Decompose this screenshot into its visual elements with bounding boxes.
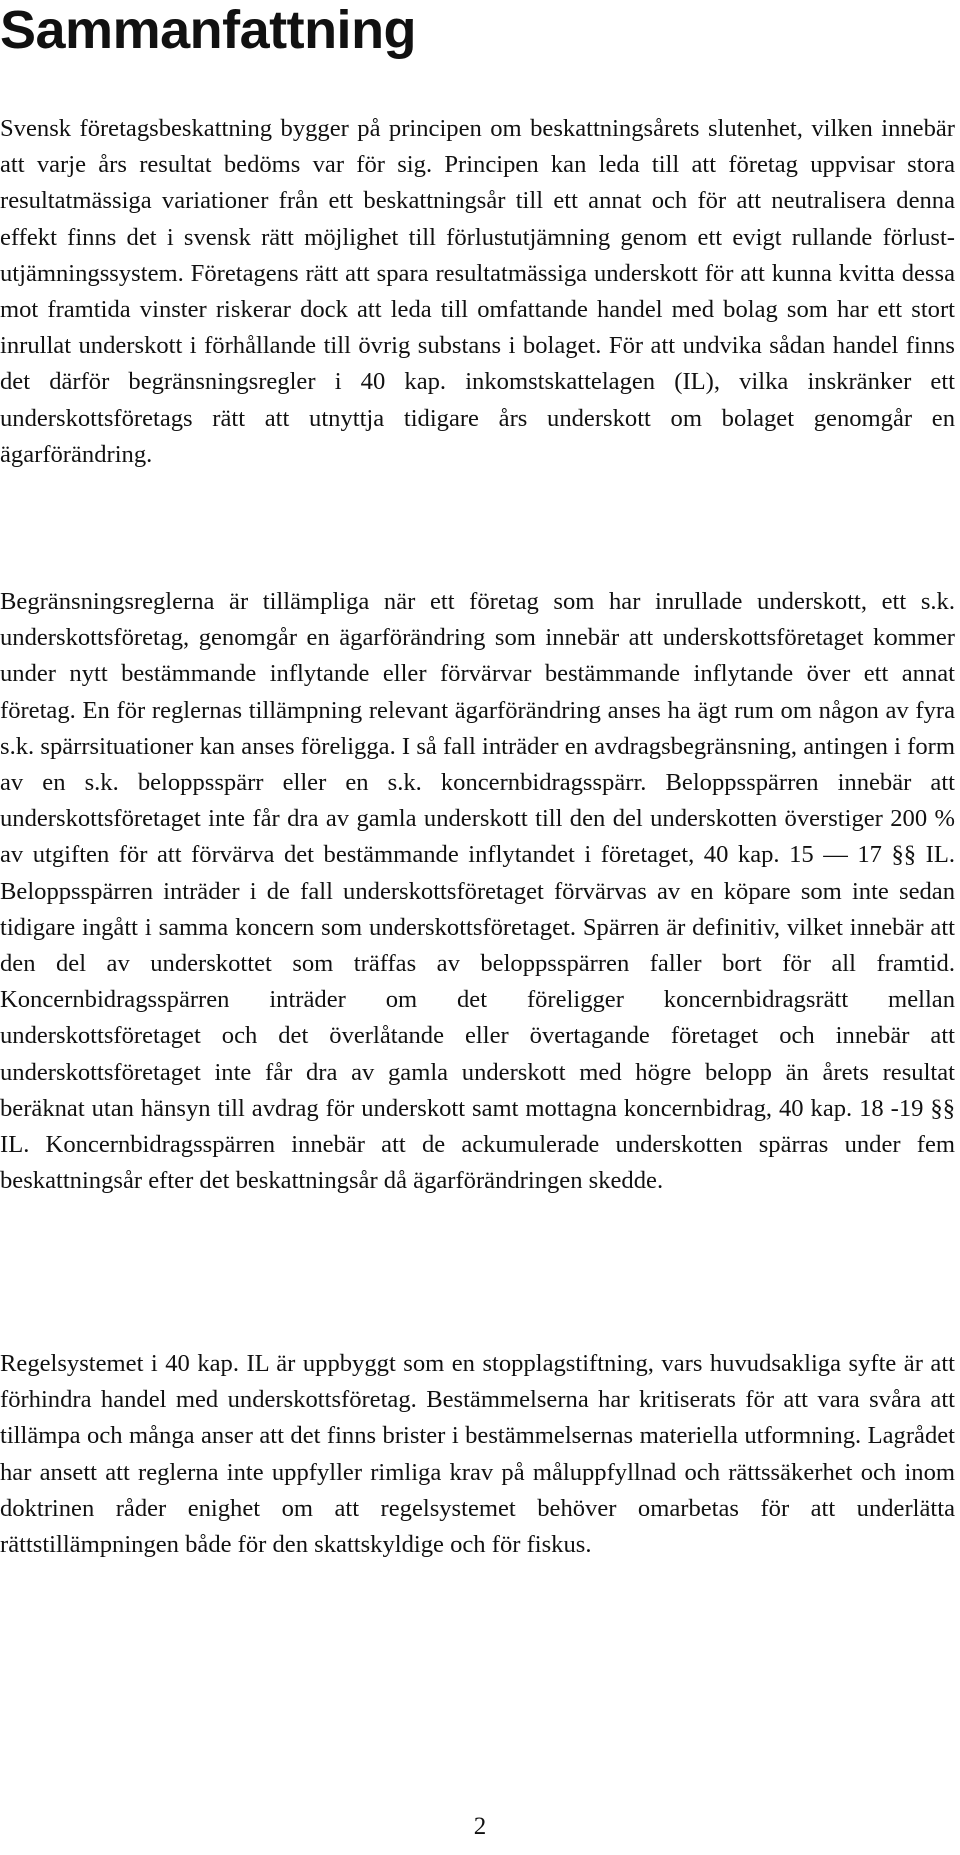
paragraph-regulatory-system: Regelsystemet i 40 kap. IL är uppbyggt som en stopplagstiftning, vars huvudsakliga syfte är att förhindra handel med underskottsföretag. Bestämmelserna har kritiserats för att vara svåra att tillämpa och många anser att det finns brister i bestämmelsernas materiella utformning. Lagrådet har ansett att reglerna inte uppfyller rimliga krav på måluppfyllnad och rättssäkerhet och inom doktrinen råder enighet om att regelsystemet behöver omarbetas för att underlätta rättstillämpningen både för den skattskyldige och för fiskus. bbox=[0, 1350, 955, 1559]
page-title: Sammanfattning bbox=[0, 0, 417, 60]
page-number: 2 bbox=[473, 1813, 487, 1840]
paragraph-intro: Svensk företagsbeskattning bygger på principen om beskattningsårets slutenhet, vilken innebär att varje års resultat bedöms var för sig. Principen kan leda till att företag uppvisar stora resultatmässiga variationer från ett beskattningsår till ett annat och för att neutralisera denna effekt finns det i svensk rätt möjlighet till förlustutjämning genom ett evigt rullande förlustutjämningssystem. Företagens rätt att spara resultatmässiga underskott för att kunna kvitta dessa mot framtida vinster riskerar dock att leda till omfattande handel med bolag som har ett stort inrullat underskott i förhållande till övrig substans i bolaget. För att undvika sådan handel finns det därför begränsningsregler i 40 kap. inkomstskattelagen (IL), vilka inskränker ett underskottsföretags rätt att utnyttja tidigare års underskott om bolaget genomgår en ägarförändring. bbox=[0, 115, 955, 468]
paragraph-restriction-rules: Begränsningsreglerna är tillämpliga när ett företag som har inrullade underskott, ett s.k. underskottsföretag, genomgår en ägarförändring som innebär att underskottsföretaget kommer under nytt bestämmande inflytande eller förvärvar bestämmande inflytande över ett annat företag. En för reglernas tillämpning relevant ägarförändring anses ha ägt rum om någon av fyra s.k. spärrsituationer kan anses föreligga. I så fall inträder en avdragsbegränsning, antingen i form av en s.k. beloppsspärr eller en s.k. koncernbidragsspärr. Beloppsspärren innebär att underskottsföretaget inte får dra av gamla underskott till den del underskotten överstiger 200 % av utgiften för att förvärva det bestämmande inflytandet i företaget, 40 kap. 15 — 17 §§ IL. Beloppsspärren inträder i de fall underskottsföretaget förvärvas av en köpare som inte sedan tidigare ingått i samma koncern som underskottsföretaget. Spärren är definitiv, vilket innebär att den del av underskottet som träffas av beloppsspärren faller bort för all framtid. Koncernbidragsspärren inträder om det föreligger koncernbidragsrätt mellan underskottsföretaget och det överlåtande eller övertagande företaget och innebär att underskottsföretaget inte får dra av gamla underskott med högre belopp än årets resultat beräknat utan hänsyn till avdrag för underskott samt mottagna koncernbidrag, 40 kap. 18 -19 §§ IL. Koncernbidragsspärren innebär att de ackumulerade underskotten spärras under fem beskattningsår efter det beskattningsår då ägarförändringen skedde. bbox=[0, 588, 955, 1195]
